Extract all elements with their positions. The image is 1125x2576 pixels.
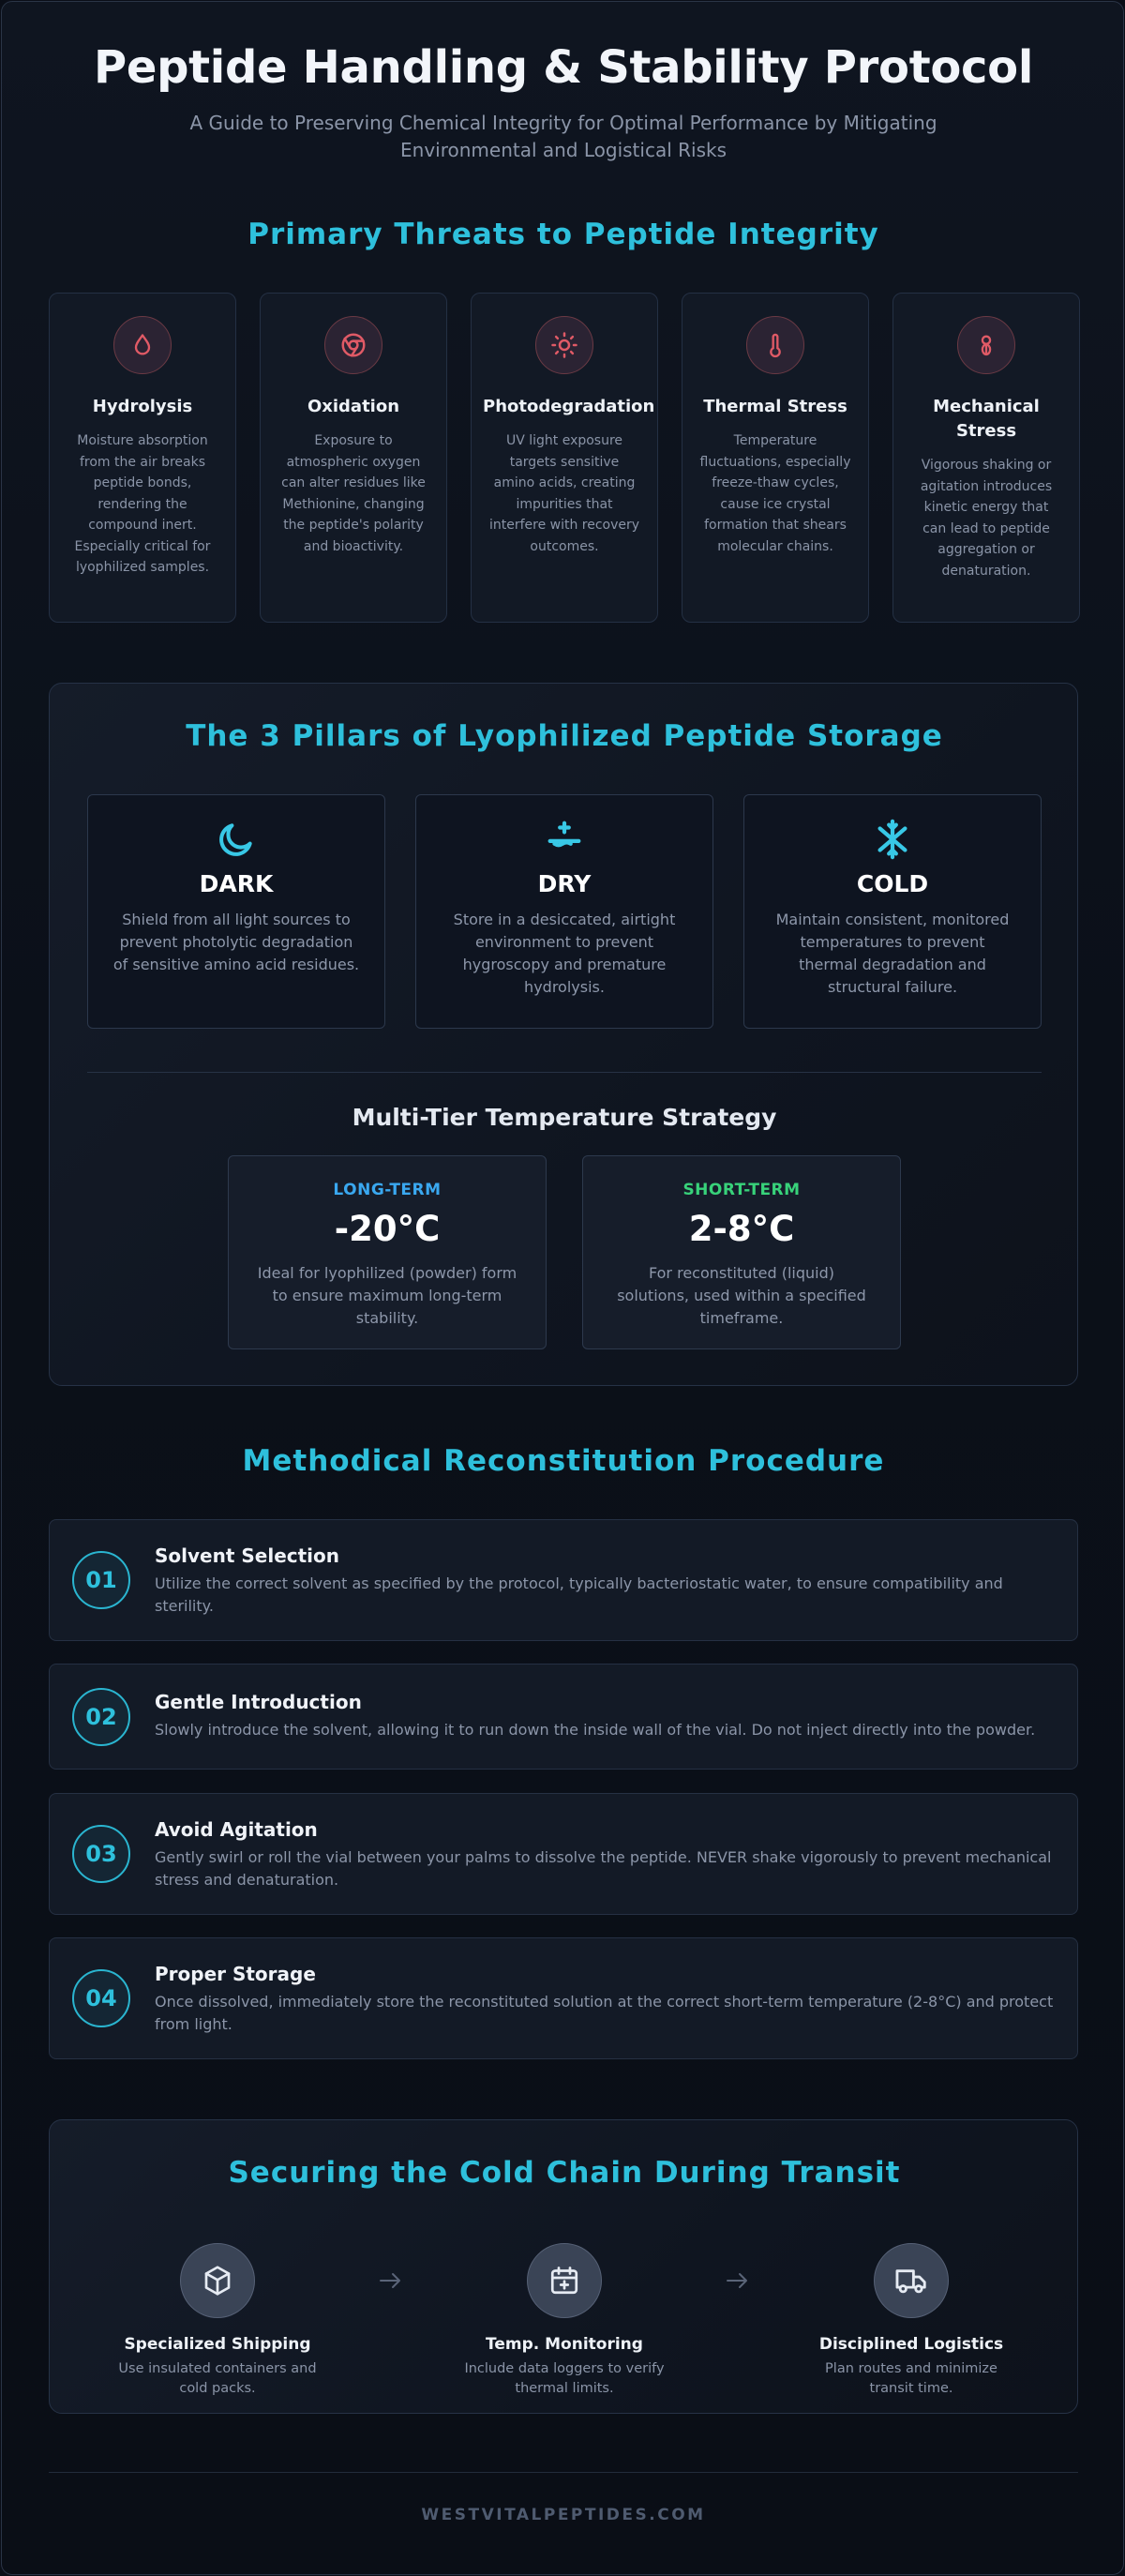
- procedure-section-title: Methodical Reconstitution Procedure: [242, 1444, 885, 1478]
- threat-desc: Exposure to atmospheric oxygen can alter residues like Methionine, changing the peptide's polarity and bioactivity.: [281, 433, 426, 554]
- threat-desc: UV light exposure targets sensitive amino acids, creating impurities that interfere with recovery outcomes.: [488, 433, 640, 554]
- step-desc: Gently swirl or roll the vial between your palms to dissolve the peptide. NEVER shake vigorously to prevent mechanical stress and denaturation.: [155, 1848, 1052, 1889]
- threat-desc: Vigorous shaking or agitation introduces kinetic energy that can lead to peptide aggregation or denaturation.: [920, 458, 1053, 579]
- snowflake-icon: [871, 818, 914, 861]
- step-title: Avoid Agitation: [155, 1818, 318, 1841]
- pillar-dry: [415, 794, 713, 1029]
- atom-icon: [324, 316, 382, 374]
- cold-chain-step-name: Specialized Shipping: [124, 2335, 311, 2354]
- tier-temperature: 2-8°C: [688, 1209, 795, 1249]
- threat-desc: Temperature fluctuations, especially freeze-thaw cycles, cause ice crystal formation that shears molecular chains.: [699, 433, 851, 554]
- cold-chain-step-shipping: [100, 2243, 335, 2399]
- vibration-icon: [957, 316, 1015, 374]
- threat-name: Thermal Stress: [703, 397, 848, 416]
- pillar-desc: Maintain consistent, monitored temperatures to prevent thermal degradation and structural failure.: [775, 911, 1010, 996]
- cold-chain-step-name: Temp. Monitoring: [486, 2335, 643, 2354]
- pillar-desc: Shield from all light sources to prevent photolytic degradation of sensitive amino acid residues.: [112, 911, 360, 973]
- panel-divider: [87, 1072, 1042, 1073]
- threat-name: Hydrolysis: [92, 397, 193, 416]
- droplet-icon: [113, 316, 172, 374]
- cold-chain-step-desc: Use insulated containers and cold packs.: [118, 2361, 317, 2396]
- threat-card-oxidation: [260, 293, 447, 623]
- procedure-step: [49, 1793, 1078, 1915]
- page-title: Peptide Handling & Stability Protocol: [93, 41, 1034, 94]
- tier-card-short-term: [582, 1155, 901, 1349]
- procedure-step: [49, 1519, 1078, 1641]
- threat-card-thermal-stress: [682, 293, 869, 623]
- threat-card-photodegradation: [471, 293, 658, 623]
- cold-chain-step-monitoring: [447, 2243, 682, 2399]
- storage-pillars-panel: [49, 683, 1078, 1386]
- threat-desc: Moisture absorption from the air breaks peptide bonds, rendering the compound inert. Especially critical for lyophilized samples.: [74, 433, 211, 575]
- footer-brand: WESTVITALPEPTIDES.COM: [421, 2506, 706, 2524]
- step-number: 01: [72, 1551, 130, 1609]
- threats-section-title: Primary Threats to Peptide Integrity: [248, 218, 879, 251]
- tier-strategy-title: Multi-Tier Temperature Strategy: [352, 1104, 777, 1131]
- sun-icon: [535, 316, 593, 374]
- step-number: 03: [72, 1825, 130, 1883]
- step-desc: Utilize the correct solvent as specified by the protocol, typically bacteriostatic water, to ensure compatibility and sterility.: [155, 1574, 1003, 1615]
- pillar-cold: [743, 794, 1042, 1029]
- pillars-section-title: The 3 Pillars of Lyophilized Peptide Storage: [186, 719, 943, 753]
- cold-chain-step-name: Disciplined Logistics: [818, 2335, 1004, 2354]
- arrow-right-icon: [724, 2269, 752, 2292]
- cold-chain-step-desc: Plan routes and minimize transit time.: [825, 2361, 998, 2396]
- cold-chain-section-title: Securing the Cold Chain During Transit: [228, 2156, 901, 2190]
- moon-icon: [215, 818, 258, 861]
- tier-desc: For reconstituted (liquid) solutions, used within a specified timeframe.: [617, 1264, 866, 1327]
- arrow-right-icon: [377, 2269, 405, 2292]
- cold-chain-step-desc: Include data loggers to verify thermal limits.: [464, 2361, 665, 2396]
- footer-divider: [49, 2472, 1078, 2473]
- page-subtitle: A Guide to Preserving Chemical Integrity for Optimal Performance by Mitigating Environmental and Logistical Risks: [189, 112, 938, 161]
- tier-desc: Ideal for lyophilized (powder) form to ensure maximum long-term stability.: [257, 1264, 518, 1327]
- pillar-desc: Store in a desiccated, airtight environment to prevent hygroscopy and premature hydrolysis.: [453, 911, 676, 996]
- step-desc: Slowly introduce the solvent, allowing it to run down the inside wall of the vial. Do not inject directly into the powder.: [155, 1721, 1036, 1739]
- procedure-step: [49, 1937, 1078, 2059]
- package-icon: [180, 2243, 255, 2318]
- threat-name: Photodegradation: [483, 397, 655, 416]
- pillar-name: DRY: [537, 870, 592, 897]
- thermometer-icon: [746, 316, 804, 374]
- pillar-name: DARK: [199, 870, 274, 897]
- cold-chain-step-logistics: [794, 2243, 1028, 2399]
- pillar-name: COLD: [856, 870, 929, 897]
- desiccant-icon: [543, 818, 586, 861]
- pillar-dark: [87, 794, 385, 1029]
- step-title: Proper Storage: [155, 1963, 316, 1985]
- step-title: Gentle Introduction: [155, 1691, 362, 1713]
- step-desc: Once dissolved, immediately store the reconstituted solution at the correct short-term temperature (2-8°C) and protect from light.: [155, 1993, 1054, 2033]
- step-number: 02: [72, 1688, 130, 1746]
- threat-name: Mechanical Stress: [933, 397, 1040, 441]
- truck-icon: [874, 2243, 949, 2318]
- tier-card-long-term: [228, 1155, 547, 1349]
- page: [1, 1, 1124, 2575]
- threat-card-mechanical-stress: [892, 293, 1080, 623]
- step-number: 04: [72, 1969, 130, 2027]
- step-title: Solvent Selection: [155, 1544, 340, 1567]
- tier-label: LONG-TERM: [333, 1181, 442, 1199]
- tier-label: SHORT-TERM: [682, 1181, 801, 1199]
- procedure-step: [49, 1664, 1078, 1770]
- threat-name: Oxidation: [307, 397, 400, 416]
- calendar-plus-icon: [527, 2243, 602, 2318]
- tier-temperature: -20°C: [334, 1209, 441, 1249]
- threat-card-hydrolysis: [49, 293, 236, 623]
